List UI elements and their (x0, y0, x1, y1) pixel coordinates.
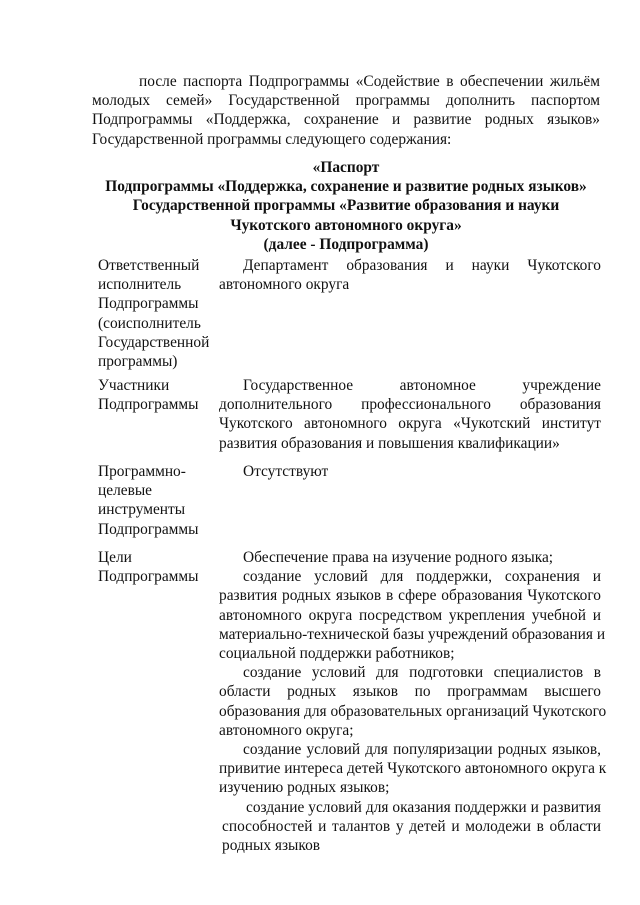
heading-line: Государственной программы «Развитие образования и науки (132, 197, 560, 215)
label-line: Подпрограммы (98, 568, 199, 586)
row-value (219, 548, 607, 855)
row-value (219, 376, 601, 453)
row-value (219, 256, 601, 294)
label-line: Участники (98, 377, 170, 394)
intro-line: после паспорта Подпрограммы «Содействие в обеспечении жильём (139, 73, 600, 90)
value-line: Государственное автономное учреждение (243, 377, 601, 394)
heading-line: Чукотского автономного округа» (230, 216, 462, 234)
heading-line: «Паспорт (312, 159, 380, 176)
intro-line: молодых семей» Государственной программы дополнить паспортом (92, 92, 600, 110)
value-line: создание условий для оказания поддержки и развития (246, 798, 601, 816)
intro-line: Подпрограммы «Поддержка, сохранение и развитие родных языков» (92, 111, 600, 129)
value-line: материально-технической базы учреждений образования и (219, 625, 606, 643)
value-line: развития родных языков в сфере образования Чукотского (219, 587, 601, 605)
label-line: Подпрограммы (98, 520, 199, 538)
value-line: создание условий для подготовки специалистов в (243, 664, 601, 682)
heading-line: (далее - Подпрограмма) (263, 235, 429, 253)
label-line: Государственной (98, 333, 210, 351)
label-line: программы) (98, 353, 178, 371)
value-line: области родных языков по программам высшего (219, 683, 601, 701)
value-line: создание условий для поддержки, сохранения и (243, 568, 601, 586)
value-line: автономного округа (219, 276, 350, 294)
value-line: дополнительного профессионального образования (219, 396, 601, 414)
value-line: Чукотского автономного округа «Чукотский институт (219, 415, 601, 433)
label-line: инструменты (98, 501, 186, 519)
row-label (98, 462, 210, 539)
passport-heading (92, 158, 600, 254)
value-line: развития образования и повышения квалификации» (219, 434, 560, 452)
row-label (98, 376, 210, 414)
value-line: способностей и талантов у детей и молодежи в области (222, 817, 601, 835)
intro-paragraph (92, 72, 600, 149)
row-label (98, 548, 210, 586)
row-label (98, 256, 210, 371)
label-line: исполнитель (98, 276, 182, 294)
label-line: Программно- (98, 463, 186, 480)
label-line: Подпрограммы (98, 396, 199, 414)
value-line: образования для образовательных организаций Чукотского (219, 702, 607, 720)
heading-line: Подпрограммы «Поддержка, сохранение и развитие родных языков» (105, 178, 587, 196)
value-line: Департамент образования и науки Чукотского (243, 257, 601, 274)
value-line: привитие интереса детей Чукотского автономного округа к (219, 760, 607, 778)
label-line: целевые (98, 482, 153, 500)
value-line: социальной поддержки работников; (219, 645, 455, 663)
row-value (219, 462, 601, 481)
value-line: изучению родных языков; (219, 779, 390, 797)
value-line: создание условий для популяризации родных языков, (243, 741, 601, 759)
label-line: Цели (98, 549, 132, 566)
value-line: Обеспечение права на изучение родного языка; (243, 549, 554, 566)
label-line: (соисполнитель (98, 314, 201, 332)
value-line: родных языков (222, 837, 321, 855)
label-line: Подпрограммы (98, 295, 199, 313)
value-line: автономного округа; (219, 721, 354, 739)
label-line: Ответственный (98, 257, 200, 274)
value-line: автономного округа посредством укрепления учебной и (219, 606, 601, 624)
intro-line: Государственной программы следующего содержания: (92, 130, 452, 148)
value-line: Отсутствуют (243, 463, 329, 480)
